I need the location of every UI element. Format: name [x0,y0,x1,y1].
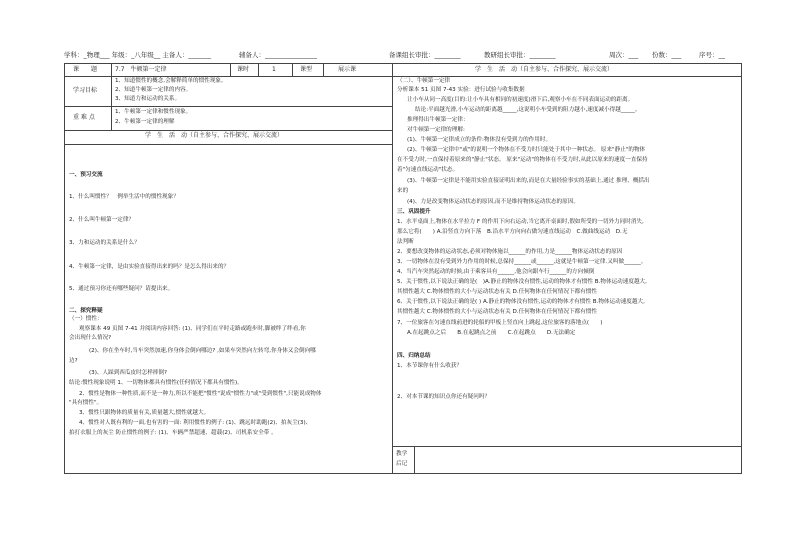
keypoint-item: 1、牛顿第一定律和惯性现象。 [115,109,192,115]
exercise-line: 1、水平桌面上,物体在水平拉力 F 的作用下向右运动,当它离开桌面时,假如所受的一切外力同时消失, [397,219,644,225]
text-line: (1)、牛顿第一定律成立的条件:物体没有受到力的作用时。 [407,137,552,143]
text-line: (3)、人踩到西瓜皮时怎样摔倒? [89,370,168,376]
text-line: 3、惯性只跟物体的质量有关,质量越大,惯性就越大。 [79,410,210,416]
col-line [292,64,293,76]
text-line: 推理得出牛顿第一定律： [407,117,469,123]
question-2: 2、什么叫牛顿第一定律？ [69,217,135,223]
type-value: 展示课 [338,66,357,73]
text-line: 观察课本 49 页图 7-41 并阅读内容回答: (1)、同学们在平时走路或跑步时,脚被绊了绊看,你 [79,326,306,332]
center-divider [392,64,393,473]
exercise-line: 3、一切物体在没有受到外力作用的时候,总保持______或______,这就是牛顿第一定律.又叫做______。 [397,259,647,265]
type-label: 课型 [300,66,313,73]
text-line: (2)、你在坐车时,当车突然加速,你身体会倒向哪边? ,如果车突然向左转弯,你身体又会倒向哪 [89,348,316,354]
header-copies: 份数：___ [652,51,682,59]
text-line: (4)、力是改变物体运动状态的原因,而不是维持物体运动状态的原因。 [407,199,579,205]
text-line: 来的 [397,188,409,194]
exercise-line: A.在起跳点之后 B.在起跳点之前 C.在起跳点 D.无法确定 [407,330,576,336]
inertia-heading: （一）惯性： [69,316,103,322]
section-explore: 二、探究释疑 [69,308,103,314]
text-line: 对牛顿第一定律的理解: [407,127,465,133]
row-line [392,446,741,447]
goals-label: 学习目标 [73,87,98,94]
exercise-line: 4、当汽车突然起动的时候,由于乘客具有______,他会向跟车行______的方向倾倒 [397,269,595,275]
text-line: 让小车从同一高度(目的:让小车具有相同的初速度)滑下后,观察小车在不同表面运动的距离。 [407,97,634,103]
topic-title: 7.7 牛顿第一定律 [115,66,167,73]
header-helper: 辅备人：________________ [239,51,317,59]
text-line: 结论:惯性现象说明 1、一切物体都具有惯性(任何情况下都具有惯性)。 [69,380,243,386]
exercise-line: 法判断 [397,239,414,245]
section-summary: 四、归纳总结 [397,353,431,359]
col-line [230,64,231,76]
exercise-line: 其惯性越大 C.物体惯性的大小与运动状态有关 D.任何物体在任何情况下都有惯性 [397,289,597,295]
section-newton-law: （二）、牛顿第一定律 [397,78,451,84]
question-4: 4、牛顿第一定律，是由实验直接得出来的吗？是怎么得出来的？ [69,264,230,270]
goal-item: 3、知道力和运动的关系。 [115,96,181,102]
header-line [64,50,744,62]
label-col-line [111,64,112,130]
exercise-line: 2、要想改变物体的运动状态,必须对物体施以______的作用,力是______物体运动状态的原因 [397,249,623,255]
keypoint-item: 2、牛顿第一定律的理解 [115,119,175,125]
text-line: 分析课本 51 页图 7-43 实验：进行试验与收集数据 [397,87,525,93]
summary-question-1: 1、本节课你有什么收获？ [397,363,463,369]
teaching-reflection-label: 教学后记 [396,451,408,467]
summary-question-2: 2、对本节课的知识点你还有疑问吗？ [397,394,491,400]
keypoints-label: 重 难 点 [73,114,95,121]
section-consolidate: 三、巩固提升 [397,209,431,215]
text-line: 边? [69,358,78,364]
text-line: 2、惯性是物体一种性质,而不是一种力,所以不能把"惯性"说成"惯性力"或"受到惯性",只能说成物体 [79,391,322,397]
col-line [323,64,324,76]
exercise-line: 6、关于惯性,以下说法正确的是( ) A.静止的物体没有惯性,运动的物体才有惯性 B.物体运动速度越大, [397,299,645,305]
col-line [258,64,259,76]
goal-item: 1、知道惯性的概念,会解释简单的惯性现象。 [115,78,227,84]
text-line: 着"匀速直线运动"状态。 [397,167,459,173]
row-line [65,144,392,145]
exercise-line: 7、一位旅客在匀速直线前进的轮船的甲板上竖直向上跳起,这位旅客的落地点( ) [397,320,603,326]
header-reviewer2: 教研组长审批：________ [484,51,556,59]
hours-label: 课时 [237,66,250,73]
hours-value: 1 [272,66,276,73]
text-line: (2)、牛顿第一定律中"或"的说明一个物体在不受力时只能处于其中一种状态。 原来"静止"的物体 [407,147,646,153]
text-line: 在不受力时,一直保持着原来的"静止"状态。 原来"运动"的物体在不受力时,从此以原来的速度一直保持 [397,157,648,163]
text-line: (3)、牛顿第一定律是不能用实验直接证明出来的,而是在大量经验事实的基础上,通过 推理、概括出 [407,178,650,184]
text-line: 拍打衣服上的灰尘 防止惯性的例子: (1)、车辆严禁超速、超载(2)、司机系安全带 。 [69,430,277,436]
question-1: 1、什么叫惯性？ 例举生活中的惯性现象？ [69,194,179,200]
section-preview: 一、预习交流 [69,172,103,178]
text-line: "具有惯性"。 [69,400,103,406]
question-3: 3、力和运动的关系是什么？ [69,240,140,246]
header-serial: 序号：__ [699,51,725,59]
text-line: 结论:平面越光滑,小车运动的距离越_____,这说明小车受到的阻力越小,速度减小得越_____。 [415,107,641,113]
topic-label: 课 题 [73,66,98,73]
header-week: 周次：___ [609,51,639,59]
exercise-line: 其惯性越大 C.物体惯性的大小与运动状态有关 D.任何物体在任何情况下都有惯性 [397,309,597,315]
text-line: 4、惯性对人既有利的一面,也有害的一面: 利用惯性的例子: (1)、跳远时助跑(2)、拍灰尘(3)、 [79,420,312,426]
left-activity-title: 学 生 活 动（自主参与、合作探究、展示交流） [145,132,284,139]
right-activity-title: 学 生 活 动（自主参与、合作探究、展示交流） [475,66,614,73]
row-line [65,106,392,107]
worksheet-table [64,63,742,474]
text-line: 会出现什么情况? [69,335,112,341]
exercise-line: 5、关于惯性,以下说法正确的是( )A.静止的物体没有惯性,运动的物体才有惯性 B.物体运动速度越大, [397,279,647,285]
header-subject: 学科：_物理___ 年级：_八年级__ 主备人：_______ [64,51,212,59]
header-reviewer1: 备课组长审批：________ [389,51,461,59]
exercise-line: 那么它将( ) A.沿竖直方向下落 B.沿水平方向向右做匀速直线运动 C.做曲线运动 D.无 [397,229,628,235]
row-line [65,130,392,131]
goal-item: 2、知道牛顿第一定律的内容。 [115,87,192,93]
col-line [414,446,415,473]
question-5: 5、通过预习你还有哪些疑问？请提出来。 [69,286,174,292]
row-line [65,76,741,77]
